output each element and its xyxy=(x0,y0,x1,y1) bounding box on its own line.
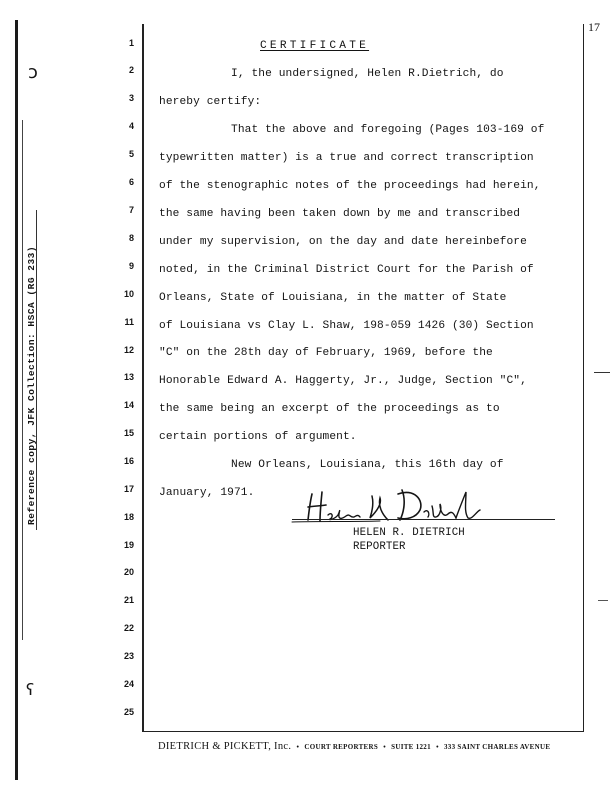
line-number: 7 xyxy=(128,205,134,215)
line-number: 14 xyxy=(123,400,134,410)
certificate-line: the same being an excerpt of the proceedings as to xyxy=(159,403,500,415)
certificate-line: New Orleans, Louisiana, this 16th day of xyxy=(231,459,504,471)
footer-separator: • xyxy=(383,743,386,751)
signature-line xyxy=(292,519,555,520)
certificate-line: the same having been taken down by me and transcribed xyxy=(159,208,521,220)
line-number: 1 xyxy=(128,38,134,48)
line-number: 6 xyxy=(128,177,134,187)
margin-tick xyxy=(594,372,610,373)
signer-name: HELEN R. DIETRICH xyxy=(353,527,465,539)
firm-footer xyxy=(158,741,550,752)
margin-tick-lower xyxy=(598,600,608,601)
certificate-line: I, the undersigned, Helen R.Dietrich, do xyxy=(231,68,504,80)
footer-separator: • xyxy=(436,743,439,751)
certificate-line: January, 1971. xyxy=(159,487,255,499)
line-number: 21 xyxy=(123,595,134,605)
line-number: 20 xyxy=(123,567,134,577)
certificate-line: That the above and foregoing (Pages 103-169 of xyxy=(231,124,545,136)
handwritten-signature xyxy=(290,484,490,530)
line-number: 22 xyxy=(123,623,134,633)
page-number: 17 xyxy=(588,20,600,34)
line-number: 13 xyxy=(123,372,134,382)
scan-mark-icon: ↄ xyxy=(28,62,38,83)
line-number: 12 xyxy=(123,345,134,355)
firm-suite: SUITE 1221 xyxy=(391,743,431,751)
firm-service: COURT REPORTERS xyxy=(304,743,379,751)
certificate-line: Orleans, State of Louisiana, in the matter of State xyxy=(159,292,507,304)
certificate-line: "C" on the 28th day of February, 1969, before the xyxy=(159,347,493,359)
certificate-title: CERTIFICATE xyxy=(260,40,370,52)
binding-edge-inner xyxy=(22,120,23,640)
line-number: 10 xyxy=(123,289,134,299)
line-number: 15 xyxy=(123,428,134,438)
certificate-line: typewritten matter) is a true and correct transcription xyxy=(159,152,534,164)
line-number: 19 xyxy=(123,540,134,550)
line-number: 16 xyxy=(123,456,134,466)
line-number: 4 xyxy=(128,121,134,131)
certificate-line: of Louisiana vs Clay L. Shaw, 198-059 1426 (30) Section xyxy=(159,320,534,332)
footer-separator: • xyxy=(296,743,300,751)
certificate-line: hereby certify: xyxy=(159,96,262,108)
line-number: 8 xyxy=(128,233,134,243)
line-number: 24 xyxy=(123,679,134,689)
line-number: 3 xyxy=(128,93,134,103)
line-number: 18 xyxy=(123,512,134,522)
certificate-line: noted, in the Criminal District Court for the Parish of xyxy=(159,264,534,276)
signer-title: REPORTER xyxy=(353,541,406,553)
scan-mark-bottom-icon: ʕ xyxy=(26,680,35,699)
certificate-line: of the stenographic notes of the proceedings had herein, xyxy=(159,180,541,192)
line-number: 17 xyxy=(123,484,134,494)
binding-edge xyxy=(15,20,18,780)
line-number: 11 xyxy=(124,317,134,327)
certificate-line: certain portions of argument. xyxy=(159,431,357,443)
line-number: 9 xyxy=(128,261,134,271)
certificate-line: Honorable Edward A. Haggerty, Jr., Judge, Section "C", xyxy=(159,375,527,387)
line-number: 2 xyxy=(128,65,134,75)
line-number: 23 xyxy=(123,651,134,661)
certificate-line: under my supervision, on the day and date hereinbefore xyxy=(159,236,527,248)
archive-reference-stamp: Reference copy, JFK Collection: HSCA (RG 233) xyxy=(26,245,37,525)
line-number: 5 xyxy=(128,149,134,159)
line-number: 25 xyxy=(123,707,134,717)
firm-address: 333 SAINT CHARLES AVENUE xyxy=(443,743,551,751)
firm-name: DIETRICH & PICKETT, Inc. xyxy=(158,741,292,752)
